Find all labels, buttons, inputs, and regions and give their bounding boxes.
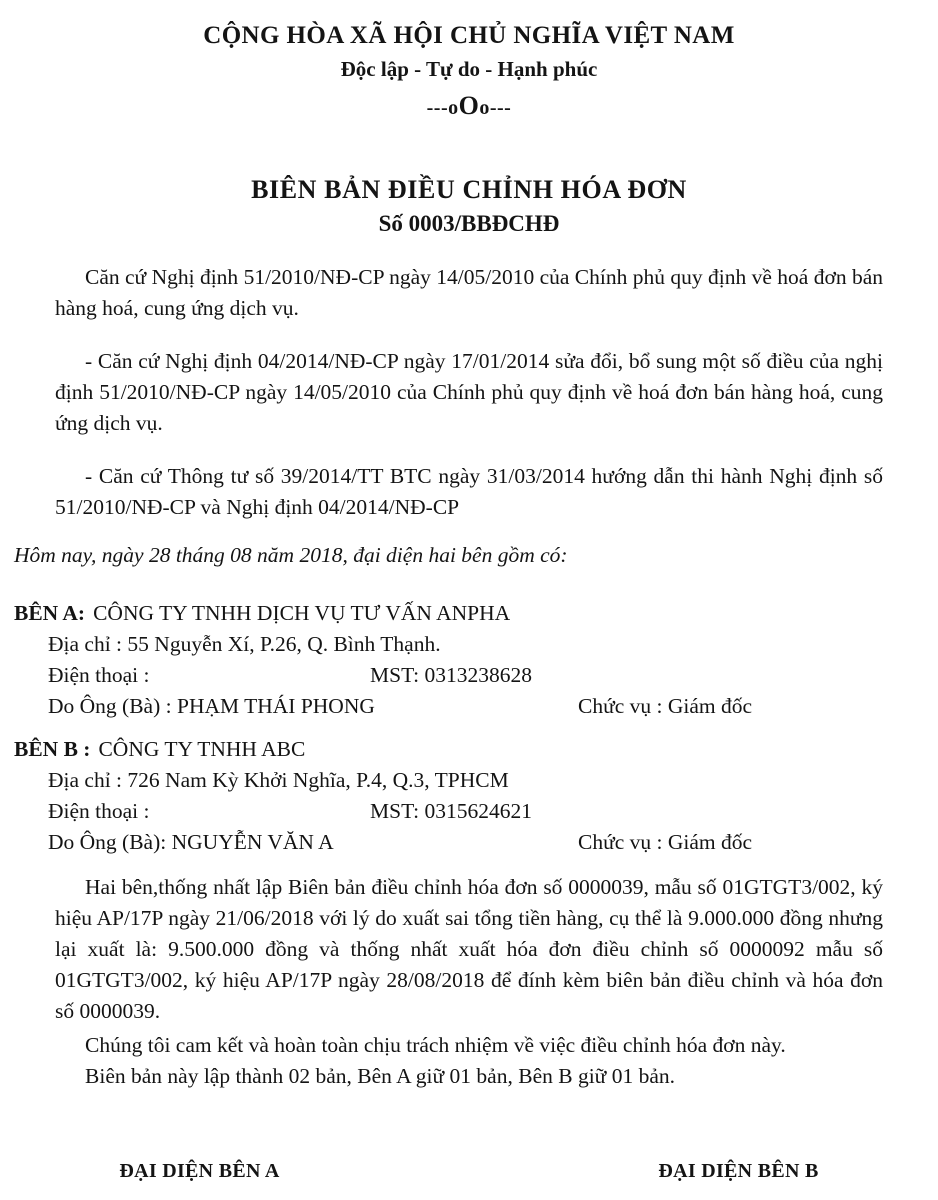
document-number: Số 0003/BBĐCHĐ [378, 211, 560, 237]
party-a-phone-row [14, 660, 924, 691]
party-b-phone-label: Điện thoại : [48, 799, 150, 823]
document-title-block [0, 174, 938, 238]
party-b-representative-row [14, 827, 924, 858]
party-a-header [14, 598, 924, 629]
closing-commitment-line: Chúng tôi cam kết và hoàn toàn chịu trách nhiệm về việc điều chỉnh hóa đơn này. [85, 1033, 786, 1057]
party-b-representative-label: Do Ông (Bà): [48, 830, 167, 854]
party-a-position: Chức vụ : Giám đốc [578, 694, 753, 718]
party-a-representative-label: Do Ông (Bà) : [48, 694, 172, 718]
party-a-address-value: 55 Nguyễn Xí, P.26, Q. Bình Thạnh. [127, 632, 441, 656]
ornament-separator [0, 91, 938, 121]
party-a-representative-row [14, 691, 924, 722]
separator-right: o--- [479, 96, 512, 119]
party-b-address-row [14, 765, 924, 796]
signature-block [0, 1160, 938, 1183]
party-b-tax-code: MST: 0315624621 [370, 799, 532, 823]
meeting-date-line: Hôm nay, ngày 28 tháng 08 năm 2018, đại diện hai bên gồm có: [14, 543, 568, 567]
closing-statement-block [55, 1030, 883, 1092]
party-b-label: BÊN B : [14, 737, 91, 761]
signature-party-a-label: ĐẠI DIỆN BÊN A [119, 1160, 280, 1182]
party-b-position: Chức vụ : Giám đốc [578, 830, 753, 854]
party-a-block [14, 598, 924, 722]
national-motto: Độc lập - Tự do - Hạnh phúc [340, 56, 598, 81]
party-a-label: BÊN A: [14, 601, 86, 625]
closing-copies-line: Biên bản này lập thành 02 bản, Bên A giữ 01 bản, Bên B giữ 01 bản. [85, 1064, 675, 1088]
party-a-phone-label: Điện thoại : [48, 663, 150, 687]
legal-basis-item: - Căn cứ Thông tư số 39/2014/TT BTC ngày 31/03/2014 hướng dẫn thi hành Nghị định số 51/2010/NĐ-CP và Nghị định 04/2014/NĐ-CP [55, 464, 883, 519]
party-a-tax-code: MST: 0313238628 [370, 663, 532, 687]
party-a-address-label: Địa chỉ : [48, 632, 123, 656]
legal-basis-item: Căn cứ Nghị định 51/2010/NĐ-CP ngày 14/05/2010 của Chính phủ quy định về hoá đơn bán hàng hoá, cung ứng dịch vụ. [55, 265, 883, 320]
adjustment-details-block [55, 872, 883, 1027]
page-title: BIÊN BẢN ĐIỀU CHỈNH HÓA ĐƠN [251, 175, 687, 204]
party-b-header [14, 734, 924, 765]
party-b-company-name: CÔNG TY TNHH ABC [98, 737, 306, 761]
legal-basis-block [55, 262, 883, 523]
adjustment-details-paragraph: Hai bên,thống nhất lập Biên bản điều chỉnh hóa đơn số 0000039, mẫu số 01GTGT3/002, ký hiệu AP/17P ngày 21/06/2018 với lý do xuất sai tổng tiền hàng, cụ thể là 9.000.000 đồng nhưng lại xuất là: 9.500.000 đồng và thống nhất xuất hóa đơn điều chỉnh số 0000092 mẫu số 01GTGT3/002, ký hiệu AP/17P ngày 28/08/2018 để đính kèm biên bản điều chỉnh và hóa đơn số 0000039. [55, 875, 883, 1023]
separator-center: O [458, 90, 480, 120]
national-heading [0, 22, 938, 121]
party-a-company-name: CÔNG TY TNHH DỊCH VỤ TƯ VẤN ANPHA [93, 601, 511, 625]
party-a-representative-name: PHẠM THÁI PHONG [176, 694, 375, 718]
country-name: CỘNG HÒA XÃ HỘI CHỦ NGHĨA VIỆT NAM [203, 22, 735, 49]
party-b-representative-name: NGUYỄN VĂN A [171, 830, 334, 854]
signature-party-b-label: ĐẠI DIỆN BÊN B [658, 1160, 819, 1182]
party-a-address-row [14, 629, 924, 660]
separator-left: ---o [426, 96, 459, 119]
party-b-phone-row [14, 796, 924, 827]
legal-basis-item: - Căn cứ Nghị định 04/2014/NĐ-CP ngày 17/01/2014 sửa đổi, bổ sung một số điều của nghị định 51/2010/NĐ-CP ngày 14/05/2010 của Chính phủ quy định về hoá đơn bán hàng hoá, cung ứng dịch vụ. [55, 349, 883, 435]
party-b-address-label: Địa chỉ : [48, 768, 123, 792]
party-b-block [14, 734, 924, 858]
party-b-address-value: 726 Nam Kỳ Khởi Nghĩa, P.4, Q.3, TPHCM [127, 768, 509, 792]
